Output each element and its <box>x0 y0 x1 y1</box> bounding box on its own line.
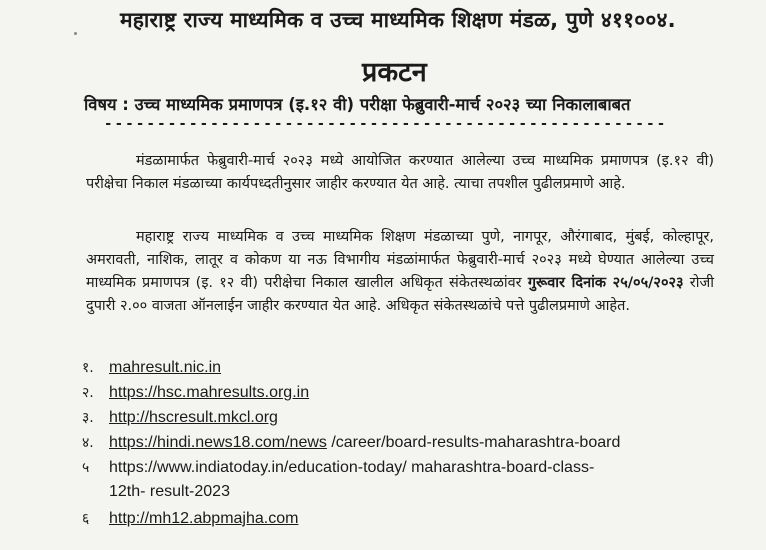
result-date: गुरूवार दिनांक २५/०५/२०२३ <box>527 275 684 291</box>
scan-speck <box>74 32 77 35</box>
website-link: https://www.indiatoday.in/education-today/ maharashtra-board-class- <box>109 459 595 476</box>
list-item <box>82 509 742 534</box>
website-link-path: /career/board-results-maharashtra-board <box>326 434 621 451</box>
website-link-continuation: 12th- result-2023 <box>109 483 230 500</box>
website-link[interactable]: mahresult.nic.in <box>109 359 222 376</box>
website-link[interactable]: http://hscresult.mkcl.org <box>109 409 278 426</box>
list-number: १. <box>82 360 94 376</box>
paragraph-details-text: महाराष्ट्र राज्य माध्यमिक व उच्च माध्यमिक शिक्षण मंडळाच्या पुणे, नागपूर, औरंगाबाद, मुंबई, कोल्हापूर, अमरावती, नाशिक, लातूर व कोकण या नऊ विभागीय मंडळांमार्फत फेब्रुवारी-मार्च २०२३ मध्ये घेण्यात आलेल्या उच्च माध्यमिक प्रमाणपत्र (इ. १२ वी) परीक्षेचा निकाल खालील अधिकृत संकेतस्थळांवर <box>86 229 714 291</box>
list-item <box>82 433 742 458</box>
list-item <box>82 408 742 433</box>
separator-line: ----------------------------------------------------- <box>104 116 668 132</box>
board-header: महाराष्ट्र राज्य माध्यमिक व उच्च माध्यमिक शिक्षण मंडळ, पुणे ४११००४. <box>120 8 676 32</box>
subject-line: विषय : उच्च माध्यमिक प्रमाणपत्र (इ.१२ वी) परीक्षा फेब्रुवारी-मार्च २०२३ च्या निकालाबाबत <box>84 95 631 114</box>
list-item <box>82 383 742 408</box>
list-number: ५ <box>82 460 90 476</box>
paragraph-details-text-end: रोजी दुपारी २.०० वाजता ऑनलाईन जाहीर करण्यात येत आहे. अधिकृत संकेतस्थळांचे पत्ते पुढीलप्रमाणे आहेत. <box>86 275 714 314</box>
list-number: ३. <box>82 410 94 426</box>
website-link[interactable]: http://mh12.abpmajha.com <box>109 510 299 527</box>
website-link[interactable]: https://hindi.news18.com/news <box>109 434 327 451</box>
list-item <box>82 458 742 483</box>
paragraph-intro: मंडळामार्फत फेब्रुवारी-मार्च २०२३ मध्ये आयोजित करण्यात आलेल्या उच्च माध्यमिक प्रमाणपत्र (इ.१२ वी) परीक्षेचा निकाल मंडळाच्या कार्यपध्दतीनुसार जाहीर करण्यात येत आहे. त्याचा तपशील पुढीलप्रमाणे आहे. <box>86 153 714 192</box>
website-link[interactable]: https://hsc.mahresults.org.in <box>109 384 310 401</box>
list-number: २. <box>82 385 94 401</box>
paragraph-details <box>86 226 714 318</box>
list-number: ४. <box>82 435 94 451</box>
website-list <box>82 358 742 534</box>
list-item <box>82 358 742 383</box>
notice-title: प्रकटन <box>362 57 427 88</box>
list-number: ६ <box>82 511 90 527</box>
